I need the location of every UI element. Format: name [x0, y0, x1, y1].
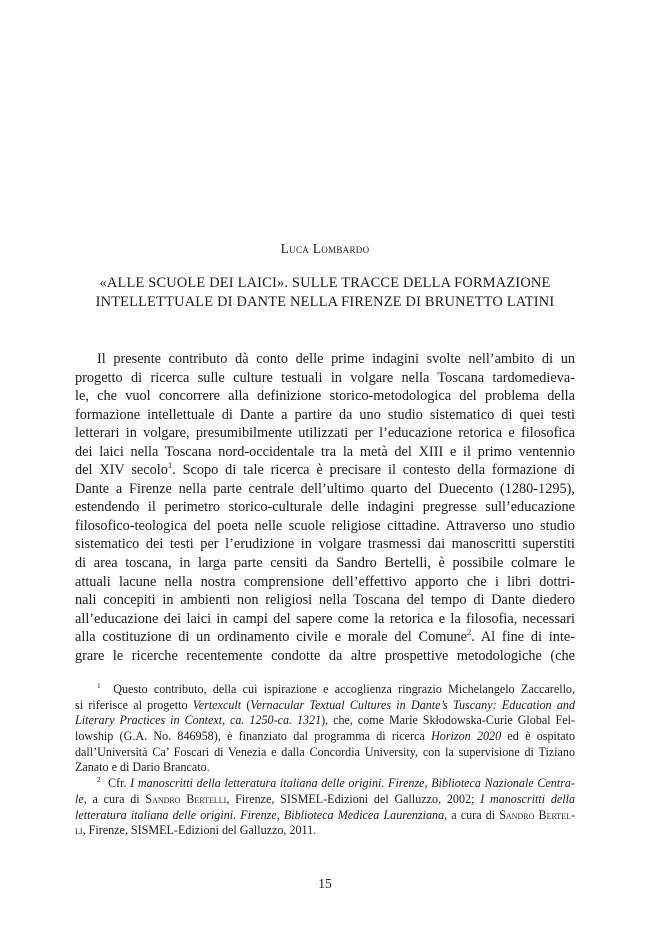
body-line: di area toscana, in larga parte censiti da Sandro Bertelli, è possibile colmare le	[75, 555, 575, 572]
footnote-1-line: $^1$ Questo contributo, della cui ispirazione e accoglienza ringrazio Michelangelo Zaccarello,	[97, 681, 575, 696]
footnote-1-line: Literary Practices in Context, ca. 1250-ca. 1321), che, come Marie Skłodowska-Curie Global Fel-	[75, 713, 576, 728]
author-name: Luca Lombardo	[280, 241, 370, 256]
page-number: 15	[318, 876, 332, 891]
body-line: nali concepiti in ambienti non religiosi nella Toscana del tempo di Dante diedero	[75, 592, 575, 609]
body-line: del XIV secolo$^1$. Scopo di tale ricerca è precisare il contesto della formazione di	[75, 460, 576, 479]
body-text	[75, 350, 575, 665]
body-line: filosofico-teologica del poeta nelle scuole religiose cittadine. Attraverso uno studio	[75, 517, 575, 534]
footnote-1-line: dall’Università Ca’ Foscari di Venezia e dalla Concordia University, con la supervisione di Tiziano	[75, 744, 575, 759]
body-line: alla costituzione di un ordinamento civile e morale del Comune$^2$. Al fine di inte-	[75, 627, 575, 646]
body-line: all’educazione dei laici in campi del sapere come la retorica e la filosofia, necessari	[75, 610, 575, 627]
footnote-2-line: $^2$ Cfr. I manoscritti della letteratura italiana delle origini. Firenze, Biblioteca Nazionale Centra-	[97, 776, 575, 791]
body-line: sistematico dei testi per l’erudizione in volgare trasmessi dai manoscritti superstiti	[75, 536, 575, 553]
title-line-2: INTELLETTUALE DI DANTE NELLA FIRENZE DI BRUNETTO LATINI	[95, 294, 555, 310]
body-line: progetto di ricerca sulle culture testuali in volgare nella Toscana tardomedieva-	[75, 369, 575, 386]
footnote-1-line: lowship (G.A. No. 846958), è finanziato dal programma di ricerca Horizon 2020 ed è ospitato	[75, 729, 575, 744]
body-line: formazione intellettuale di Dante a partire da uno studio sistematico di quei testi	[75, 406, 575, 423]
footnote-mark-2: 2	[97, 776, 101, 785]
footnote-ref-2: 2	[467, 627, 472, 638]
footnote-1-line: Zanato e di Dario Brancato.	[75, 760, 210, 775]
body-line: Dante a Firenze nella parte centrale dell’ultimo quarto del Duecento (1280-1295),	[75, 480, 575, 497]
article-title	[60, 274, 590, 312]
footnote-1-line: si riferisce al progetto Vertexcult (Vernacular Textual Cultures in Dante’s Tuscany: Education and	[75, 697, 575, 712]
footnote-ref-1: 1	[167, 460, 173, 471]
body-line: letterari in volgare, presumibilmente utilizzati per l’educazione retorica e filosofica	[75, 425, 575, 442]
body-line: Il presente contributo dà conto delle prime indagini svolte nell’ambito di un	[97, 351, 575, 367]
body-line: attuali lacune nella nostra comprensione dell’effettivo apporto che i libri dottri-	[75, 573, 575, 590]
footnote-2-line: li, Firenze, SISMEL-Edizioni del Galluzzo, 2011.	[75, 823, 317, 838]
body-line: dei laici nella Toscana nord-occidentale tra la metà del XIII e il primo ventennio	[75, 443, 575, 460]
footnote-mark-1: 1	[97, 681, 101, 690]
body-line: grare le ricerche recentemente condotte da altre prospettive metodologiche (che	[75, 647, 575, 664]
footnote-2-line: letteratura italiana delle origini. Firenze, Biblioteca Medicea Laurenziana, a cura di Sandro Bertel-	[75, 807, 575, 822]
title-line-1: «ALLE SCUOLE DEI LAICI». SULLE TRACCE DELLA FORMAZIONE	[99, 275, 551, 291]
body-line: estendendo il perimetro storico-culturale delle indagini pregresse sull’educazione	[75, 499, 575, 516]
footnotes	[75, 682, 575, 839]
footnote-2-line: le, a cura di Sandro Bertelli, Firenze, SISMEL-Edizioni del Galluzzo, 2002; I manoscritti della	[75, 791, 576, 806]
body-line: le, che vuol concorrere alla definizione storico-metodologica del problema della	[75, 388, 575, 405]
